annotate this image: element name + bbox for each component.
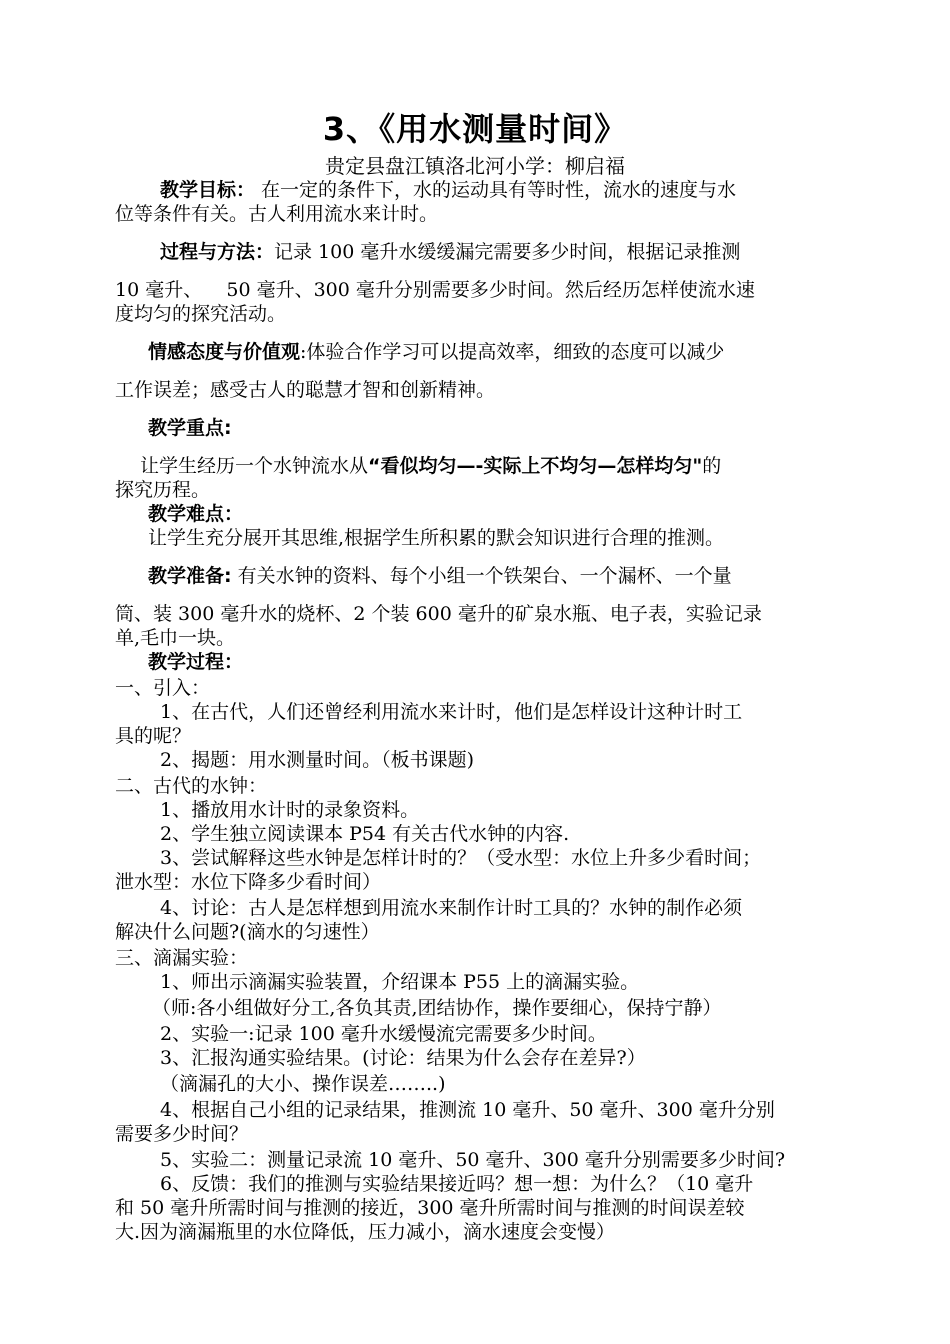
- section-2-item-3b: 泄水型：水位下降多少看时间）: [115, 871, 382, 893]
- emotion-text-1: :体验合作学习可以提高效率，细致的态度可以减少: [300, 341, 725, 363]
- emotion-line-1: [148, 340, 724, 364]
- prep-line-2: 筒、装 300 毫升水的烧杯、2 个装 600 毫升的矿泉水瓶、电子表，实验记录: [115, 603, 762, 625]
- key-point-suffix: 的: [702, 455, 722, 477]
- section-1-item-1a: 1、在古代，人们还曾经利用流水来计时，他们是怎样设计这种计时工: [160, 701, 743, 723]
- section-2-heading: 二、古代的水钟：: [115, 775, 268, 797]
- section-3-item-6a: 6、反馈：我们的推测与实验结果接近吗？想一想：为什么？（10 毫升: [160, 1173, 754, 1195]
- section-3-item-6c: 大.因为滴漏瓶里的水位降低，压力减小，滴水速度会变慢）: [115, 1221, 616, 1243]
- section-3-item-5: 5、实验二：测量记录流 10 毫升、50 毫升、300 毫升分别需要多少时间?: [160, 1149, 786, 1171]
- key-point-line-2: 探究历程。: [115, 479, 211, 501]
- prep-label: 教学准备:: [148, 565, 232, 587]
- section-2-item-2: 2、学生独立阅读课本 P54 有关古代水钟的内容.: [160, 823, 570, 845]
- key-point-prefix: 让学生经历一个水钟流水从: [140, 455, 369, 477]
- section-1-item-1b: 具的呢？: [115, 725, 192, 747]
- emotion-line-2: 工作误差；感受古人的聪慧才智和创新精神。: [115, 379, 496, 401]
- prep-text-1: 有关水钟的资料、每个小组一个铁架台、一个漏杯、一个量: [231, 565, 732, 587]
- section-3-note-3: （滴漏孔的大小、操作误差……..): [160, 1073, 446, 1095]
- section-3-item-2: 2、实验一:记录 100 毫升水缓慢流完需要多少时间。: [160, 1023, 607, 1045]
- key-point-line-1: [140, 454, 721, 478]
- prep-line-1: [148, 564, 732, 588]
- method-line-1: [160, 240, 740, 264]
- section-3-note-1: （师:各小组做好分工,各负其责,团结协作，操作要细心，保持宁静）: [152, 997, 722, 1019]
- difficulty-label: 教学难点：: [148, 503, 244, 525]
- document-title: 3、《用水测量时间》: [322, 110, 628, 148]
- section-3-item-4b: 需要多少时间？: [115, 1123, 249, 1145]
- goal-line-2: 位等条件有关。古人利用流水来计时。: [115, 203, 439, 225]
- section-3-item-4a: 4、根据自己小组的记录结果，推测流 10 毫升、50 毫升、300 毫升分别: [160, 1099, 775, 1121]
- method-line-2: 10 毫升、 50 毫升、300 毫升分别需要多少时间。然后经历怎样使流水速: [115, 279, 755, 301]
- section-1-item-2: 2、揭题：用水测量时间。（板书课题): [160, 749, 475, 771]
- emotion-label: 情感态度与价值观: [148, 341, 301, 363]
- goal-label: 教学目标：: [160, 179, 256, 201]
- prep-line-3: 单,毛巾一块。: [115, 627, 236, 649]
- section-1-heading: 一、引入：: [115, 677, 211, 699]
- section-2-item-4a: 4、讨论：古人是怎样想到用流水来制作计时工具的？水钟的制作必须: [160, 897, 743, 919]
- section-2-item-3a: 3、尝试解释这些水钟是怎样计时的？（受水型：水位上升多少看时间；: [160, 847, 762, 869]
- section-2-item-1: 1、播放用水计时的录象资料。: [160, 799, 420, 821]
- method-label: 过程与方法：: [160, 241, 275, 263]
- procedure-label: 教学过程：: [148, 651, 244, 673]
- section-3-item-3: 3、汇报沟通实验结果。(讨论：结果为什么会存在差异?）: [160, 1047, 646, 1069]
- section-3-heading: 三、滴漏实验：: [115, 947, 249, 969]
- author-line: 贵定县盘江镇洛北河小学：柳启福: [325, 154, 625, 178]
- key-point-emphasis: “看似均匀—-实际上不均匀—怎样均匀": [368, 455, 703, 477]
- goal-text-1: 在一定的条件下，水的运动具有等时性，流水的速度与水: [255, 179, 737, 201]
- section-3-item-6b: 和 50 毫升所需时间与推测的接近，300 毫升所需时间与推测的时间误差较: [115, 1197, 745, 1219]
- difficulty-text: 让学生充分展开其思维,根据学生所积累的默会知识进行合理的推测。: [148, 527, 725, 549]
- key-point-label: 教学重点:: [148, 417, 232, 439]
- section-3-item-1: 1、师出示滴漏实验装置，介绍课本 P55 上的滴漏实验。: [160, 971, 640, 993]
- method-text-1: 记录 100 毫升水缓缓漏完需要多少时间，根据记录推测: [274, 241, 741, 263]
- goal-line-1: [160, 178, 736, 202]
- method-line-3: 度均匀的探究活动。: [115, 303, 287, 325]
- section-2-item-4b: 解决什么问题?(滴水的匀速性）: [115, 921, 380, 943]
